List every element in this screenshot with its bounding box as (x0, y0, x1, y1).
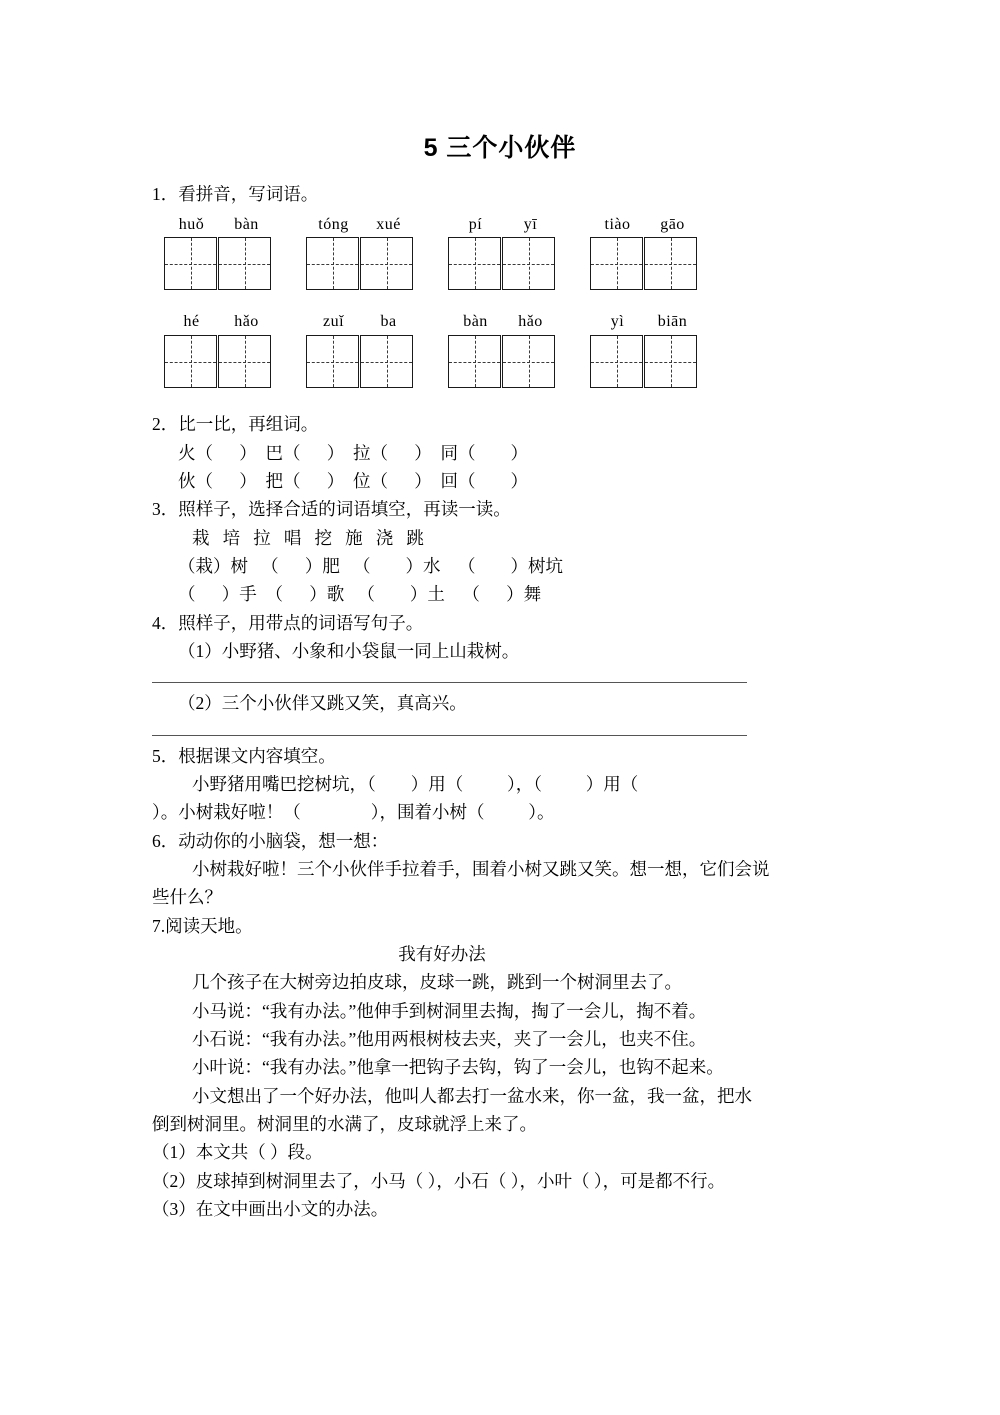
tianzige-pair (590, 335, 700, 388)
exercise-5-heading: 5．根据课文内容填空。 (152, 745, 336, 766)
exercise-1 (152, 180, 882, 388)
pinyin-label: yī (523, 215, 538, 233)
exercise-4 (152, 609, 882, 736)
tianzige-box[interactable] (164, 237, 217, 290)
passage-paragraph-last-line-1: 小文想出了一个好办法，他叫人都去打一盆水来，你一盆，我一盆，把水 (192, 1085, 752, 1106)
pinyin-group (164, 215, 274, 291)
tianzige-box[interactable] (448, 335, 501, 388)
pinyin-label: tóng (318, 215, 349, 233)
pinyin-label: zuǐ (322, 313, 345, 331)
pinyin-group (590, 215, 700, 291)
exercise-6-line-1: 小树栽好啦！三个小伙伴手拉着手，围着小树又跳又笑。想一想，它们会说 (192, 859, 770, 879)
pinyin-label: bàn (234, 215, 259, 233)
tianzige-pair (448, 335, 558, 388)
pinyin-label: hé (183, 313, 200, 331)
pinyin-label: hǎo (234, 313, 259, 331)
pinyin-group (306, 215, 416, 291)
pinyin-label: tiào (604, 215, 631, 233)
exercise-2-line-2[interactable]: 伙（ ） 把（ ） 位（ ） 回（ ） (178, 470, 528, 491)
pinyin-group (590, 312, 700, 388)
tianzige-box[interactable] (306, 237, 359, 290)
passage-question-1[interactable]: （1）本文共（ ）段。 (152, 1142, 323, 1163)
passage-paragraph: 小石说：“我有办法。”他用两根树枝去夹，夹了一会儿，也夹不住。 (192, 1029, 707, 1050)
pinyin-label: ba (380, 313, 397, 331)
tianzige-box[interactable] (360, 335, 413, 388)
passage-question-3[interactable]: （3）在文中画出小文的办法。 (152, 1199, 389, 1220)
tianzige-box[interactable] (360, 237, 413, 290)
exercise-4-heading: 4．照样子，用带点的词语写句子。 (152, 612, 424, 633)
passage-paragraph: 小叶说：“我有办法。”他拿一把钩子去钩，钩了一会儿，也钩不起来。 (192, 1057, 724, 1078)
pinyin-group (306, 312, 416, 388)
exercise-3-word-bank: 栽 培 拉 唱 挖 施 浇 跳 (192, 527, 424, 548)
tianzige-pair (306, 237, 416, 290)
pinyin-labels (590, 215, 700, 236)
tianzige-box[interactable] (644, 237, 697, 290)
exercise-5-line-2[interactable]: ）。小树栽好啦！（ ），围着小树（ ）。 (152, 802, 555, 823)
exercise-1-heading: 1．看拼音，写词语。 (152, 184, 319, 205)
pinyin-labels (306, 312, 416, 333)
pinyin-group (164, 312, 274, 388)
tianzige-box[interactable] (502, 237, 555, 290)
exercise-4-item-2: （2）三个小伙伴又跳又笑，真高兴。 (178, 693, 467, 714)
pinyin-group (448, 312, 558, 388)
exercise-2-heading: 2．比一比，再组词。 (152, 414, 319, 435)
pinyin-label: yì (610, 313, 625, 331)
pinyin-grid-row-2 (152, 312, 882, 388)
exercise-2-line-1[interactable]: 火（ ） 巴（ ） 拉（ ） 同（ ） (178, 442, 528, 463)
tianzige-box[interactable] (218, 237, 271, 290)
pinyin-label: bàn (463, 313, 488, 331)
answer-line[interactable] (152, 735, 747, 736)
exercise-6 (152, 827, 882, 912)
tianzige-pair (306, 335, 416, 388)
tianzige-box[interactable] (218, 335, 271, 388)
answer-line[interactable] (152, 682, 747, 683)
pinyin-label: hǎo (518, 313, 543, 331)
exercise-5-line-1[interactable]: 小野猪用嘴巴挖树坑，（ ）用（ ），（ ）用（ (192, 773, 639, 794)
exercise-4-item-1: （1）小野猪、小象和小袋鼠一同上山栽树。 (178, 640, 520, 661)
tianzige-box[interactable] (502, 335, 555, 388)
worksheet-body (0, 180, 1000, 1223)
tianzige-pair (164, 237, 274, 290)
tianzige-pair (590, 237, 700, 290)
pinyin-label: huǒ (178, 215, 205, 233)
tianzige-pair (448, 237, 558, 290)
tianzige-pair (164, 335, 274, 388)
pinyin-group (448, 215, 558, 291)
pinyin-label: biān (657, 313, 688, 331)
exercise-3-heading: 3．照样子，选择合适的词语填空，再读一读。 (152, 499, 511, 520)
pinyin-labels (164, 312, 274, 333)
tianzige-box[interactable] (590, 335, 643, 388)
tianzige-box[interactable] (590, 237, 643, 290)
pinyin-labels (164, 215, 274, 236)
exercise-7-heading: 7.阅读天地。 (152, 915, 253, 936)
passage-paragraph: 几个孩子在大树旁边拍皮球，皮球一跳，跳到一个树洞里去了。 (192, 972, 682, 993)
pinyin-label: xué (376, 215, 401, 233)
tianzige-box[interactable] (448, 237, 501, 290)
exercise-2 (152, 410, 882, 495)
pinyin-grid-row-1 (152, 215, 882, 291)
passage-title: 我有好办法 (398, 944, 486, 965)
tianzige-box[interactable] (306, 335, 359, 388)
exercise-3-line-1[interactable]: （栽）树 （ ）肥 （ ）水 （ ）树坑 (178, 555, 563, 576)
exercise-7 (152, 912, 882, 1224)
exercise-3-line-2[interactable]: （ ）手 （ ）歌 （ ）土 （ ）舞 (178, 584, 542, 605)
passage-paragraph: 小马说：“我有办法。”他伸手到树洞里去掏，掏了一会儿，掏不着。 (192, 1000, 707, 1021)
exercise-6-line-2: 些什么？ (152, 887, 222, 908)
pinyin-labels (590, 312, 700, 333)
exercise-6-heading: 6．动动你的小脑袋，想一想： (152, 830, 389, 851)
pinyin-label: pí (468, 215, 483, 233)
pinyin-labels (448, 312, 558, 333)
passage-paragraph-last-line-2: 倒到树洞里。树洞里的水满了，皮球就浮上来了。 (152, 1114, 537, 1135)
pinyin-label: gāo (660, 215, 685, 233)
exercise-5 (152, 742, 882, 827)
tianzige-box[interactable] (644, 335, 697, 388)
page-title: 5 三个小伙伴 (423, 134, 577, 162)
pinyin-labels (448, 215, 558, 236)
passage-question-2[interactable]: （2）皮球掉到树洞里去了，小马（ ），小石（ ），小叶（ ），可是都不行。 (152, 1170, 726, 1191)
exercise-3 (152, 495, 882, 608)
pinyin-labels (306, 215, 416, 236)
tianzige-box[interactable] (164, 335, 217, 388)
